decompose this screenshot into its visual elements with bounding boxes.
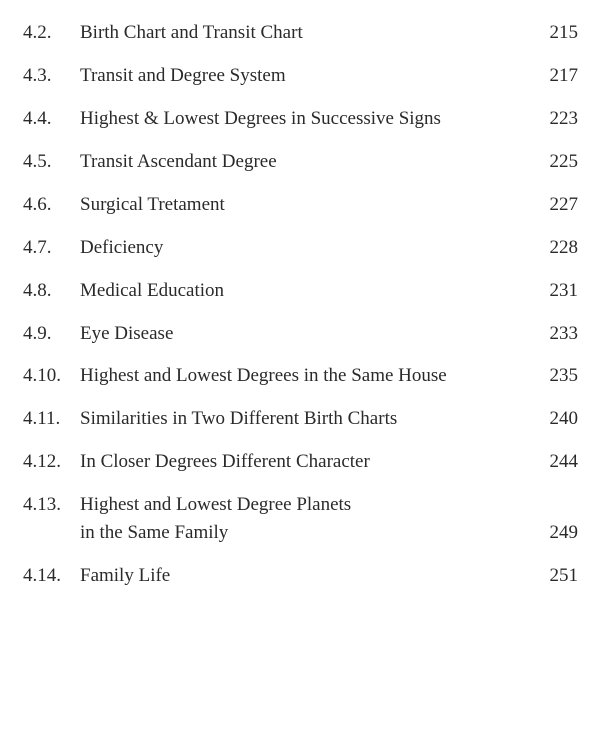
entry-number: 4.6. [23,194,52,215]
entry-number: 4.4. [23,108,52,129]
entry-page: 228 [549,237,578,258]
entry-number: 4.13. [23,494,61,515]
entry-number: 4.5. [23,151,52,172]
entry-number: 4.2. [23,22,52,43]
entry-number: 4.3. [23,65,52,86]
entry-page: 251 [549,565,578,586]
entry-number: 4.7. [23,237,52,258]
entry-title: Transit Ascendant Degree [80,151,277,172]
entry-number: 4.11. [23,408,61,429]
entry-page: 217 [549,65,578,86]
entry-number: 4.8. [23,280,52,301]
entry-title: Family Life [80,565,171,586]
entry-title: Eye Disease [80,323,174,344]
entry-page: 240 [549,408,578,429]
entry-title: Birth Chart and Transit Chart [80,22,303,43]
entry-page: 223 [549,108,578,129]
entry-title: Surgical Tretament [80,194,225,215]
entry-title: Medical Education [80,280,225,301]
entry-title: Similarities in Two Different Birth Charts [80,408,398,429]
entry-title: Highest and Lowest Degree Planets [80,494,352,515]
entry-number: 4.14. [23,565,61,586]
entry-number: 4.10. [23,365,61,386]
entry-page: 233 [549,323,578,344]
entry-page: 249 [549,522,578,543]
entry-page: 231 [549,280,578,301]
entry-title: In Closer Degrees Different Character [80,451,370,472]
entry-title: Highest & Lowest Degrees in Successive Signs [80,108,441,129]
entry-title: Highest and Lowest Degrees in the Same House [80,365,447,386]
entry-title-line2: in the Same Family [80,522,229,543]
entry-page: 215 [549,22,578,43]
entry-title: Transit and Degree System [80,65,286,86]
entry-page: 244 [549,451,578,472]
entry-page: 225 [549,151,578,172]
entry-title: Deficiency [80,237,164,258]
entry-number: 4.12. [23,451,61,472]
entry-number: 4.9. [23,323,52,344]
entry-page: 235 [549,365,578,386]
entry-page: 227 [549,194,578,215]
